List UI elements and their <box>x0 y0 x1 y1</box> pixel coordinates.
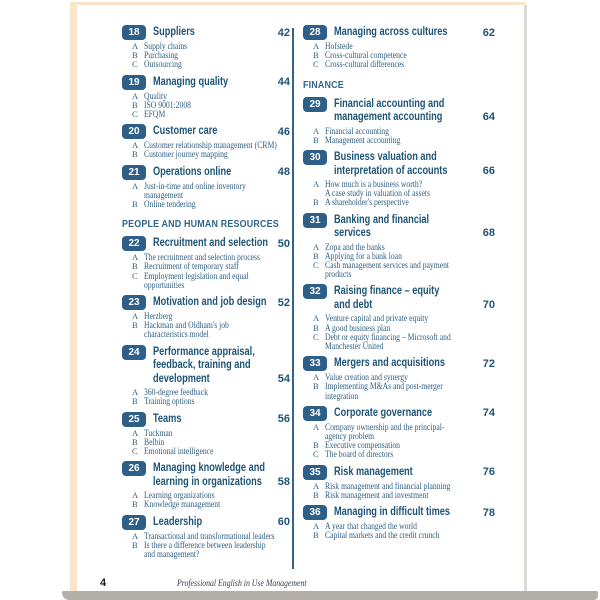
item-letter: A <box>132 427 139 438</box>
item-text-line: Just-in-time and online inventory <box>144 180 246 191</box>
item-text-line: Implementing M&As and post-merger <box>325 381 443 392</box>
toc-item <box>313 198 495 207</box>
unit-items <box>122 532 290 560</box>
unit-number-badge: 27 <box>122 515 146 530</box>
item-text-line: agency problem <box>325 431 375 442</box>
toc-unit <box>122 413 290 457</box>
toc-item <box>132 500 290 509</box>
toc-unit <box>303 506 495 540</box>
toc-item <box>313 333 495 351</box>
unit-head <box>122 413 290 427</box>
item-letter: B <box>132 261 138 272</box>
unit-head <box>303 285 495 312</box>
unit-head <box>122 346 290 387</box>
unit-head <box>303 407 495 421</box>
toc-unit <box>122 296 290 340</box>
unit-title <box>327 285 495 312</box>
item-text-line: Manchester United <box>325 341 384 352</box>
unit-title-line: Managing quality <box>153 75 229 88</box>
unit-title-line: Business valuation and <box>334 151 437 164</box>
unit-title <box>146 125 290 139</box>
item-letter: A <box>313 41 320 51</box>
unit-title-line: Suppliers <box>153 26 195 38</box>
group-header: PEOPLE AND HUMAN RESOURCES <box>122 218 279 231</box>
item-letter: A <box>132 180 139 191</box>
unit-head <box>303 506 495 520</box>
unit-title-line: Mergers and acquisitions <box>334 357 445 370</box>
unit-head <box>122 76 290 90</box>
item-letter: A <box>313 313 320 324</box>
unit-items <box>122 491 290 509</box>
unit-head <box>303 98 495 125</box>
item-letter: A <box>313 179 320 190</box>
item-letter: B <box>313 197 319 208</box>
toc-item <box>313 180 495 198</box>
item-text <box>325 382 464 400</box>
unit-items <box>303 423 495 460</box>
page-edge-bottom <box>62 591 598 600</box>
unit-title <box>146 413 290 427</box>
unit-title <box>327 357 495 371</box>
item-text-line: Hofstede <box>325 41 353 51</box>
page-edge-right <box>524 5 527 592</box>
unit-number-badge: 24 <box>122 345 146 360</box>
unit-number-badge: 36 <box>303 505 327 520</box>
item-text <box>325 60 418 69</box>
item-text-line: Online tendering <box>144 199 196 210</box>
unit-title-line: feedback, training and <box>153 359 251 372</box>
unit-number-badge: 28 <box>303 25 327 40</box>
unit-title <box>146 237 290 251</box>
item-letter: B <box>313 250 319 261</box>
unit-items <box>303 180 495 208</box>
item-letter: B <box>132 320 138 331</box>
unit-number-badge: 26 <box>122 461 146 476</box>
item-letter: A <box>313 125 320 136</box>
item-text-line: EFQM <box>144 109 166 120</box>
unit-head <box>303 151 495 178</box>
item-text-line: Risk management and financial planning <box>325 480 451 491</box>
unit-page-number: 52 <box>277 296 290 309</box>
item-text <box>144 182 264 200</box>
unit-items <box>303 127 495 145</box>
unit-title-line: and debt <box>334 298 373 311</box>
unit-title <box>327 98 495 125</box>
toc-item <box>313 261 495 279</box>
unit-page-number: 46 <box>277 125 290 138</box>
item-letter: B <box>132 99 138 110</box>
unit-title-line: Managing across cultures <box>334 26 448 38</box>
item-letter: A <box>132 41 139 51</box>
item-letter: A <box>313 521 320 532</box>
unit-page-number: 56 <box>277 413 290 426</box>
toc-unit <box>303 98 495 145</box>
unit-items <box>122 429 290 457</box>
item-text-line: Purchasing <box>144 50 178 61</box>
item-text <box>144 200 205 209</box>
unit-title <box>146 296 290 310</box>
unit-page-number: 48 <box>277 166 290 179</box>
item-text-line: ISO 9001:2008 <box>144 99 191 110</box>
item-text-line: Hackman and Oldham's job <box>144 320 229 331</box>
unit-items <box>303 522 495 540</box>
item-text <box>325 423 465 441</box>
item-text-line: Applying for a bank loan <box>325 250 402 261</box>
item-text-line: Value creation and synergy <box>325 372 408 383</box>
unit-head <box>303 26 495 40</box>
item-text-line: Customer relationship management (CRM) <box>144 140 277 151</box>
unit-head <box>122 26 290 40</box>
unit-title-line: Operations online <box>153 165 232 178</box>
toc-column-right <box>303 26 495 546</box>
unit-head <box>303 357 495 371</box>
toc-item <box>313 491 495 500</box>
item-text-line: A year that changed the world <box>325 521 417 532</box>
unit-page-number: 44 <box>277 76 290 89</box>
unit-title-line: Corporate governance <box>334 406 433 419</box>
item-text-line: Risk management and investment <box>325 489 429 500</box>
unit-title <box>146 26 290 40</box>
unit-title-line: Leadership <box>153 515 203 528</box>
item-text-line: Cross-cultural competence <box>325 50 407 61</box>
unit-title-line: Performance appraisal, <box>153 345 255 358</box>
item-text-line: Cash management services and payment <box>325 260 450 271</box>
item-letter: B <box>313 50 319 61</box>
item-letter: A <box>313 480 320 491</box>
toc-item <box>132 60 290 69</box>
item-letter: B <box>132 149 138 160</box>
unit-page-number: 78 <box>482 506 495 519</box>
toc-column-left <box>122 26 290 565</box>
item-text <box>325 491 447 500</box>
group-header: FINANCE <box>303 78 344 91</box>
toc-item <box>132 541 290 559</box>
unit-items <box>303 243 495 280</box>
unit-items <box>122 388 290 406</box>
toc-unit <box>303 466 495 500</box>
item-text-line: opportunities <box>144 279 185 290</box>
item-text <box>325 450 405 459</box>
item-letter: B <box>313 322 319 333</box>
item-letter: A <box>132 311 139 322</box>
item-text-line: and management? <box>144 548 200 559</box>
item-letter: C <box>132 445 138 456</box>
toc-unit <box>303 407 495 460</box>
toc-unit <box>303 357 495 401</box>
item-letter: B <box>132 436 138 447</box>
unit-number-badge: 25 <box>122 412 146 427</box>
item-letter: B <box>313 440 319 451</box>
item-letter: A <box>313 372 320 383</box>
item-letter: C <box>132 59 138 70</box>
toc-unit <box>122 346 290 407</box>
unit-title-line: Customer care <box>153 125 218 138</box>
unit-page-number: 64 <box>482 111 495 124</box>
toc-unit <box>303 214 495 280</box>
unit-number-badge: 29 <box>303 97 327 112</box>
unit-items <box>122 42 290 70</box>
unit-title-line: learning in organizations <box>153 475 262 488</box>
item-letter: C <box>132 109 138 120</box>
item-text-line: Outsourcing <box>144 59 182 70</box>
unit-page-number: 58 <box>277 475 290 488</box>
item-letter: B <box>132 199 138 210</box>
item-text <box>325 261 471 279</box>
item-text-line: Supply chains <box>144 41 188 51</box>
item-letter: A <box>132 90 139 101</box>
page-edge-left <box>70 2 77 592</box>
unit-items <box>303 42 495 70</box>
toc-unit <box>303 151 495 208</box>
toc-unit <box>122 76 290 120</box>
footer-page-number: 4 <box>100 577 107 589</box>
item-text-line: Debt or equity financing – Microsoft and <box>325 331 451 342</box>
item-letter: B <box>132 396 138 407</box>
item-text-line: Emotional intelligence <box>144 445 214 456</box>
unit-head <box>122 237 290 251</box>
unit-number-badge: 23 <box>122 295 146 310</box>
item-letter: A <box>132 490 139 501</box>
unit-title <box>146 166 290 180</box>
unit-number-badge: 19 <box>122 75 146 90</box>
unit-head <box>122 296 290 310</box>
unit-title <box>327 214 495 241</box>
item-text-line: characteristics model <box>144 329 209 340</box>
unit-title <box>146 462 290 489</box>
unit-title-line: Motivation and job design <box>153 296 267 309</box>
item-letter: A <box>132 387 139 398</box>
unit-page-number: 76 <box>482 466 495 479</box>
toc-item <box>132 321 290 339</box>
item-text <box>144 272 267 290</box>
item-text <box>144 500 234 509</box>
item-text-line: Quality <box>144 90 167 101</box>
item-letter: A <box>313 421 320 432</box>
item-text-line: 360-degree feedback <box>144 387 208 398</box>
toc-unit <box>122 516 290 560</box>
item-text-line: Belbin <box>144 436 165 447</box>
unit-title <box>146 346 290 387</box>
unit-items <box>303 373 495 401</box>
unit-number-badge: 34 <box>303 406 327 421</box>
toc-item <box>132 200 290 209</box>
toc-item <box>132 110 290 119</box>
unit-title <box>146 516 290 530</box>
toc-item <box>132 182 290 200</box>
item-text-line: Training options <box>144 396 195 407</box>
item-text-line: Knowledge management <box>144 499 221 510</box>
item-text-line: Employment legislation and equal <box>144 270 249 281</box>
item-letter: B <box>132 499 138 510</box>
item-letter: C <box>313 331 319 342</box>
item-text-line: Zopa and the banks <box>325 241 385 252</box>
item-text <box>144 60 189 69</box>
unit-number-badge: 31 <box>303 213 327 228</box>
unit-title-line: services <box>334 227 371 240</box>
unit-items <box>122 92 290 120</box>
item-text-line: The recruitment and selection process <box>144 252 260 263</box>
unit-number-badge: 30 <box>303 150 327 165</box>
unit-page-number: 54 <box>277 372 290 385</box>
toc-item <box>313 136 495 145</box>
item-letter: B <box>313 489 319 500</box>
unit-head <box>122 462 290 489</box>
unit-page-number: 60 <box>277 516 290 529</box>
toc-item <box>313 450 495 459</box>
item-text-line: Customer journey mapping <box>144 149 228 160</box>
item-text-line: Executive compensation <box>325 440 400 451</box>
item-letter: A <box>132 140 139 151</box>
item-letter: C <box>132 270 138 281</box>
unit-head <box>122 166 290 180</box>
toc-item <box>132 447 290 456</box>
item-text-line: Financial accounting <box>325 125 389 136</box>
unit-number-badge: 22 <box>122 236 146 251</box>
unit-items <box>122 253 290 290</box>
toc-unit <box>122 462 290 509</box>
unit-head <box>303 466 495 480</box>
column-divider <box>292 28 294 569</box>
unit-number-badge: 18 <box>122 25 146 40</box>
toc-unit <box>303 26 495 70</box>
unit-number-badge: 33 <box>303 356 327 371</box>
item-text-line: A case study in valuation of assets <box>325 188 430 199</box>
unit-number-badge: 32 <box>303 284 327 299</box>
unit-number-badge: 21 <box>122 165 146 180</box>
toc-unit <box>122 125 290 159</box>
toc-item <box>313 382 495 400</box>
unit-title <box>146 76 290 90</box>
page-edge-top <box>74 2 526 5</box>
unit-title-line: Managing in difficult times <box>334 506 451 519</box>
toc-unit <box>122 166 290 210</box>
item-letter: A <box>132 530 139 541</box>
item-text <box>144 150 243 159</box>
unit-number-badge: 20 <box>122 124 146 139</box>
unit-page-number: 50 <box>277 237 290 250</box>
unit-title-line: management accounting <box>334 111 443 124</box>
item-text-line: Management accounting <box>325 134 401 145</box>
item-letter: A <box>132 252 139 263</box>
toc-unit <box>122 237 290 290</box>
unit-page-number: 70 <box>482 298 495 311</box>
unit-head <box>303 214 495 241</box>
unit-items <box>122 312 290 340</box>
item-text-line: Venture capital and private equity <box>325 313 429 324</box>
item-letter: C <box>313 260 319 271</box>
item-text-line: Cross-cultural differences <box>325 59 405 70</box>
item-text <box>325 136 414 145</box>
unit-title <box>327 506 495 520</box>
unit-page-number: 68 <box>482 227 495 240</box>
item-text-line: A shareholder's perspective <box>325 197 409 208</box>
unit-title-line: Managing knowledge and <box>153 462 265 475</box>
item-text-line: Herzberg <box>144 311 173 322</box>
unit-number-badge: 35 <box>303 465 327 480</box>
unit-page-number: 62 <box>482 26 495 39</box>
toc-item <box>132 272 290 290</box>
unit-head <box>122 516 290 530</box>
item-letter: B <box>132 539 138 550</box>
item-text-line: Is there a difference between leadership <box>144 539 266 550</box>
toc-item <box>313 531 495 540</box>
unit-page-number: 74 <box>482 407 495 420</box>
unit-head <box>122 125 290 139</box>
unit-items <box>122 182 290 210</box>
toc-unit <box>122 26 290 70</box>
item-letter: C <box>313 59 319 70</box>
item-text-line: Recruitment of temporary staff <box>144 261 239 272</box>
toc-item <box>313 60 495 69</box>
item-text-line: management <box>144 189 184 200</box>
unit-items <box>303 314 495 351</box>
toc-item <box>132 397 290 406</box>
unit-page-number: 72 <box>482 357 495 370</box>
item-letter: A <box>313 241 320 252</box>
item-text <box>325 198 424 207</box>
item-letter: B <box>313 381 319 392</box>
item-text-line: Capital markets and the credit crunch <box>325 530 440 541</box>
item-text-line: Learning organizations <box>144 490 215 501</box>
unit-title-line: Financial accounting and <box>334 97 445 110</box>
footer-book-title: Professional English in Use Management <box>177 579 307 589</box>
unit-items <box>303 482 495 500</box>
item-text <box>144 110 169 119</box>
item-text <box>325 333 473 351</box>
unit-page-number: 42 <box>277 26 290 39</box>
unit-title-line: Teams <box>153 412 182 425</box>
toc-item <box>313 423 495 441</box>
item-text <box>144 321 244 339</box>
item-text-line: A good business plan <box>325 322 391 333</box>
unit-title-line: Banking and financial <box>334 213 430 226</box>
item-text-line: Company ownership and the principal- <box>325 421 445 432</box>
unit-items <box>122 141 290 159</box>
item-text-line: How much is a business worth? <box>325 179 423 190</box>
unit-title <box>327 151 495 178</box>
unit-title-line: Raising finance – equity <box>334 285 440 298</box>
item-text-line: Tuckman <box>144 427 173 438</box>
unit-title <box>327 466 495 480</box>
toc-unit <box>303 285 495 351</box>
unit-title-line: development <box>153 372 210 385</box>
unit-title-line: Recruitment and selection <box>153 237 269 250</box>
item-text <box>144 447 226 456</box>
item-text-line: Transactional and transformational leaders <box>144 530 275 541</box>
item-text <box>325 531 460 540</box>
item-letter: B <box>313 530 319 541</box>
unit-title <box>327 26 495 40</box>
unit-title-line: Risk management <box>334 465 413 478</box>
item-text <box>325 180 448 198</box>
item-text <box>144 541 287 559</box>
item-text-line: products <box>325 269 352 280</box>
item-letter: B <box>313 134 319 145</box>
unit-page-number: 66 <box>482 164 495 177</box>
item-letter: C <box>313 449 319 460</box>
item-text-line: The board of directors <box>325 449 394 460</box>
item-letter: B <box>132 50 138 61</box>
unit-title-line: interpretation of accounts <box>334 164 448 177</box>
item-text <box>144 397 203 406</box>
unit-title <box>327 407 495 421</box>
toc-item <box>132 150 290 159</box>
item-text-line: integration <box>325 390 359 401</box>
